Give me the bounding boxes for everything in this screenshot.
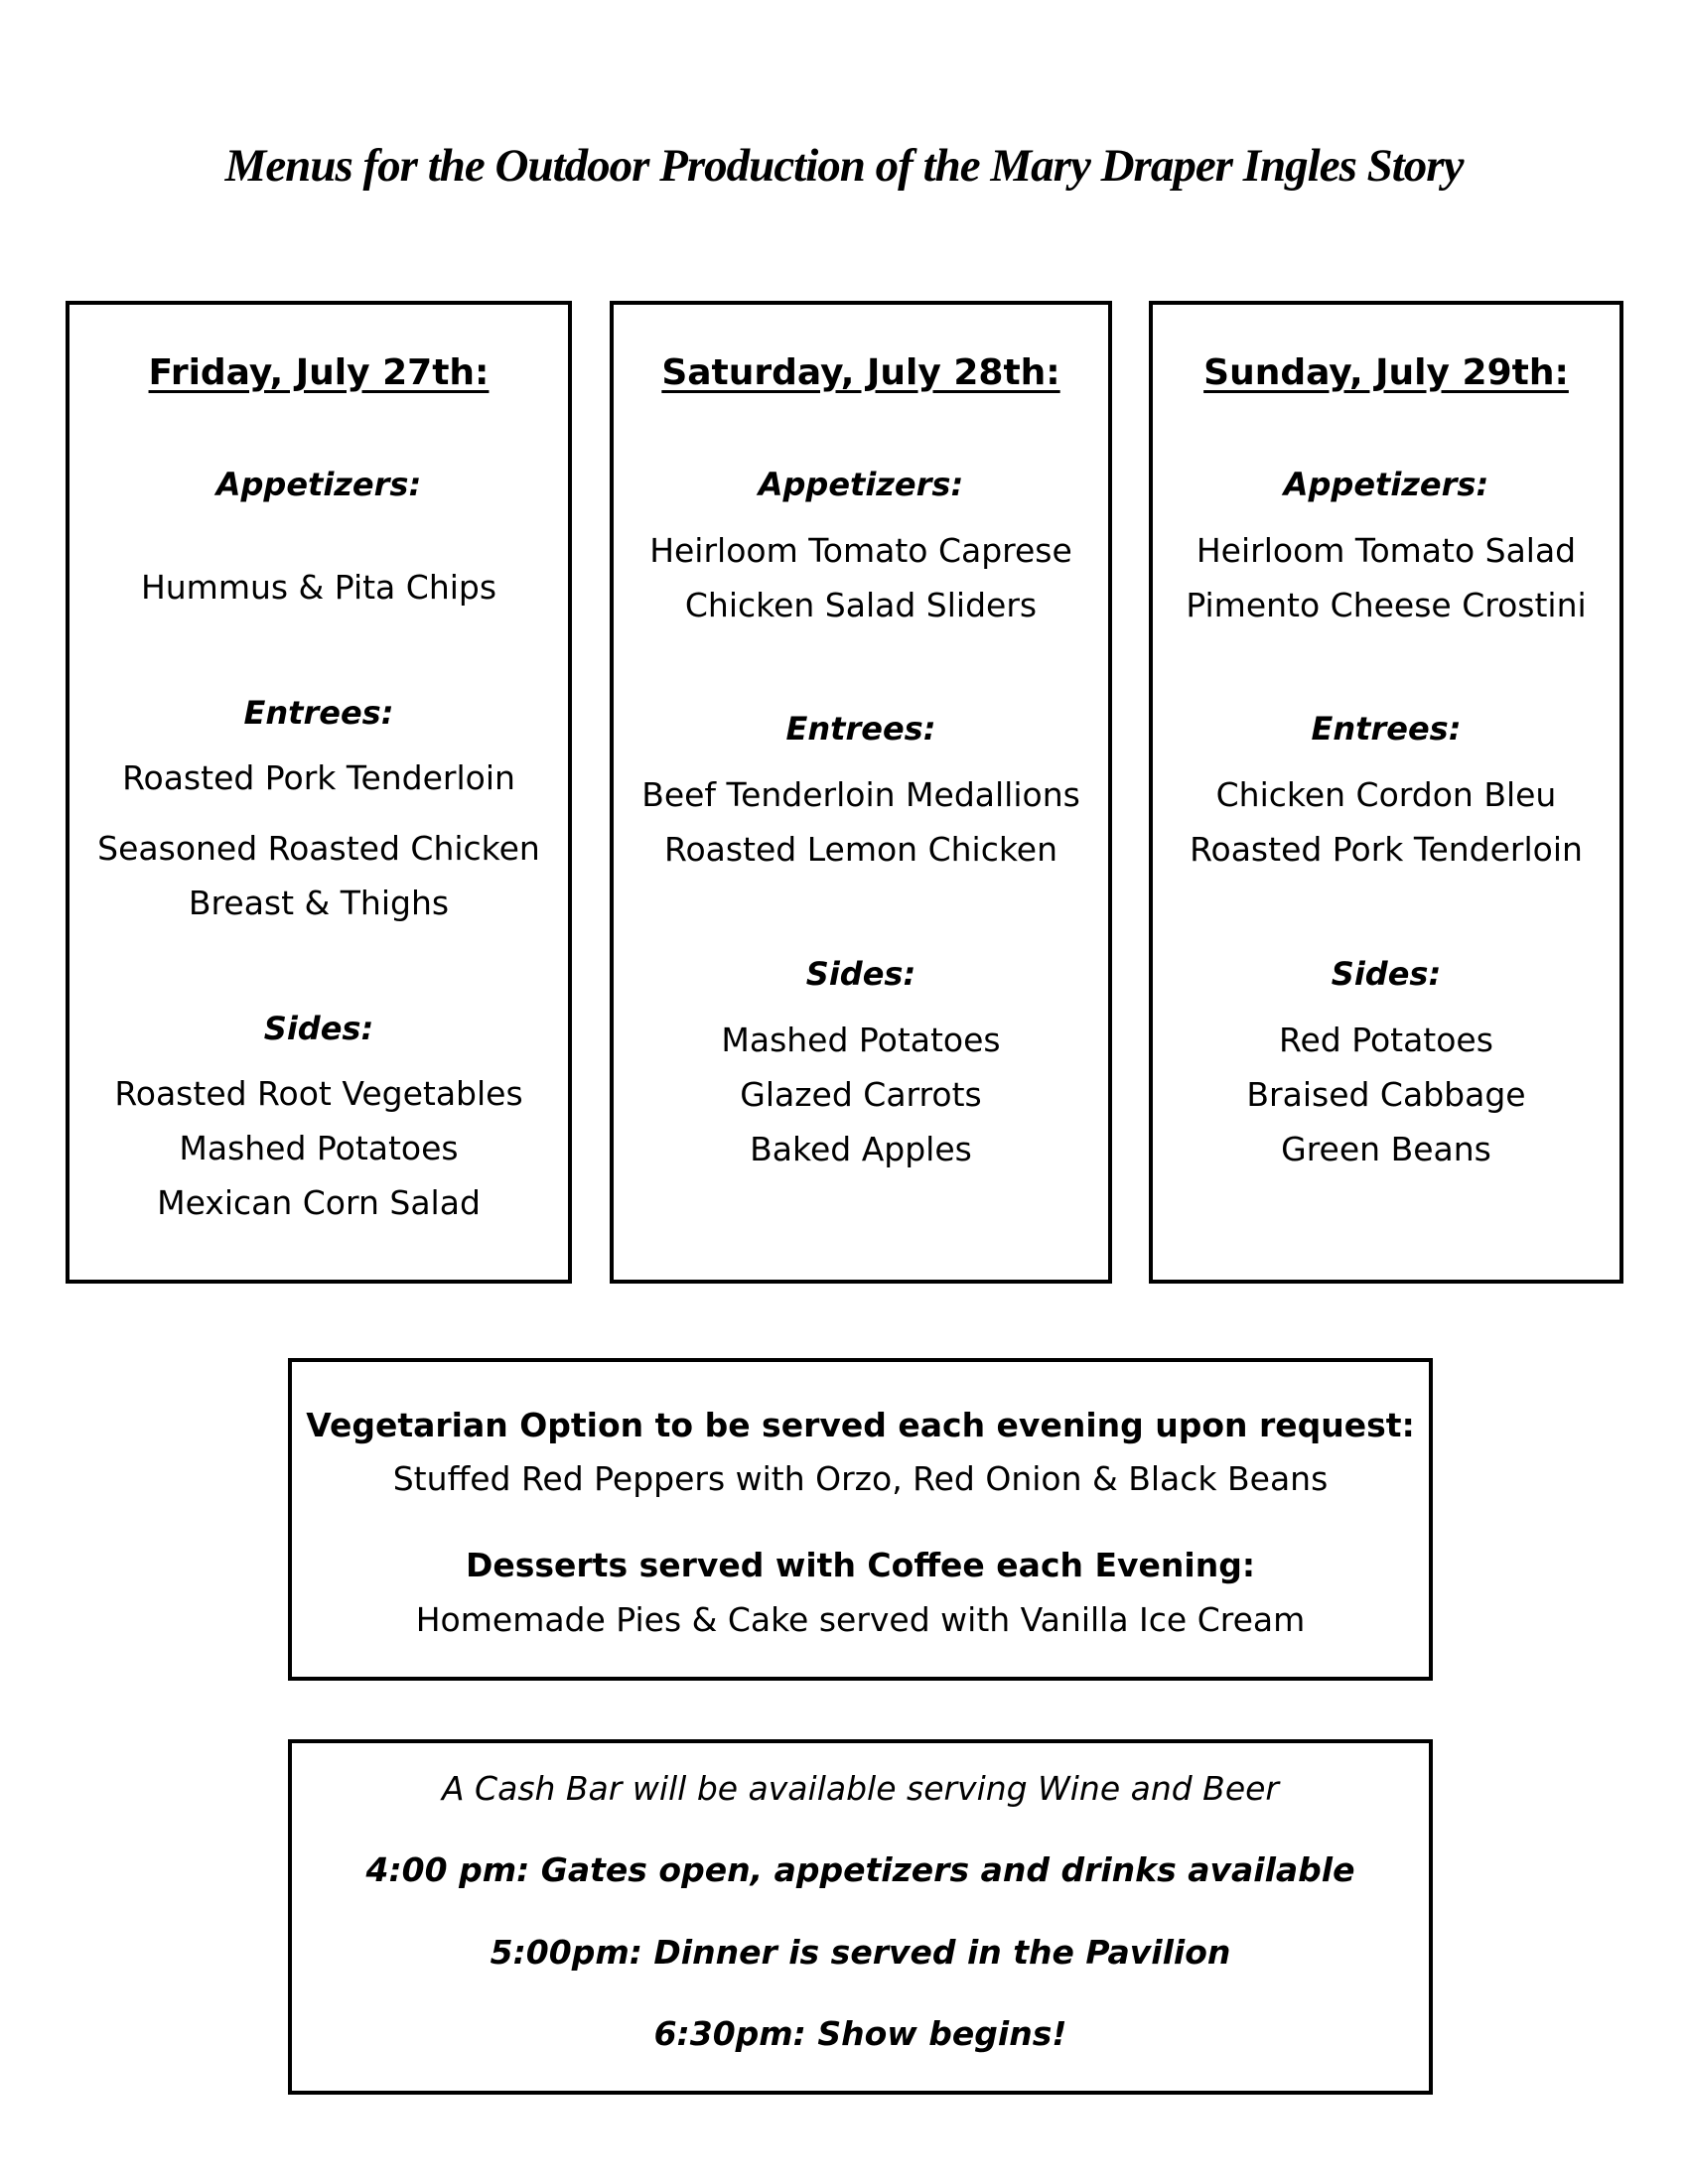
menu-item: Chicken Cordon Bleu [1215, 775, 1557, 814]
desserts-item: Homemade Pies & Cake served with Vanilla Ice Cream [415, 1600, 1306, 1639]
entrees-heading: Entrees: [1311, 710, 1462, 748]
appetizers-heading: Appetizers: [758, 466, 964, 503]
schedule-show: 6:30pm: Show begins! [653, 2014, 1067, 2053]
menu-item: Mashed Potatoes [179, 1129, 459, 1167]
sides-heading: Sides: [805, 955, 916, 993]
schedule-gates: 4:00 pm: Gates open, appetizers and drinks available [365, 1850, 1355, 1889]
menu-item: Chicken Salad Sliders [684, 586, 1038, 624]
menu-box-sunday [1149, 301, 1623, 1284]
menu-item: Glazed Carrots [740, 1075, 982, 1114]
entrees-heading: Entrees: [243, 694, 394, 732]
menu-item: Roasted Pork Tenderloin [122, 758, 515, 797]
menu-item: Heirloom Tomato Salad [1196, 531, 1577, 570]
menu-item: Mexican Corn Salad [157, 1183, 481, 1222]
schedule-dinner: 5:00pm: Dinner is served in the Pavilion [490, 1933, 1231, 1972]
menu-item: Roasted Pork Tenderloin [1190, 830, 1583, 869]
menu-box-friday [66, 301, 572, 1284]
menu-item: Beef Tenderloin Medallions [641, 775, 1080, 814]
menu-item: Pimento Cheese Crostini [1186, 586, 1587, 624]
menu-box-saturday [610, 301, 1112, 1284]
desserts-heading: Desserts served with Coffee each Evening: [465, 1546, 1256, 1584]
sides-heading: Sides: [1331, 955, 1442, 993]
menu-item: Baked Apples [750, 1130, 972, 1168]
menu-item: Heirloom Tomato Caprese [649, 531, 1072, 570]
day-heading: Friday, July 27th: [148, 352, 490, 393]
menu-item: Seasoned Roasted Chicken [97, 829, 540, 868]
day-heading: Saturday, July 28th: [661, 352, 1060, 393]
menu-item: Roasted Root Vegetables [114, 1074, 523, 1113]
menu-item: Hummus & Pita Chips [140, 568, 497, 607]
vegetarian-heading: Vegetarian Option to be served each evening upon request: [306, 1406, 1415, 1444]
sides-heading: Sides: [263, 1010, 374, 1047]
extras-box [288, 1358, 1433, 1681]
day-heading: Sunday, July 29th: [1203, 352, 1569, 393]
page-title: Menus for the Outdoor Production of the Mary Draper Ingles Story [224, 140, 1464, 192]
schedule-box [288, 1739, 1433, 2095]
appetizers-heading: Appetizers: [1283, 466, 1489, 503]
vegetarian-item: Stuffed Red Peppers with Orzo, Red Onion & Black Beans [392, 1459, 1329, 1498]
menu-item: Breast & Thighs [188, 884, 450, 922]
menu-item: Roasted Lemon Chicken [664, 830, 1057, 869]
appetizers-heading: Appetizers: [215, 466, 422, 503]
entrees-heading: Entrees: [785, 710, 936, 748]
menu-item: Mashed Potatoes [721, 1021, 1001, 1059]
menu-item: Red Potatoes [1279, 1021, 1493, 1059]
menu-item: Braised Cabbage [1246, 1075, 1526, 1114]
menu-item: Green Beans [1281, 1130, 1491, 1168]
cash-bar-note: A Cash Bar will be available serving Wine and Beer [441, 1769, 1279, 1808]
